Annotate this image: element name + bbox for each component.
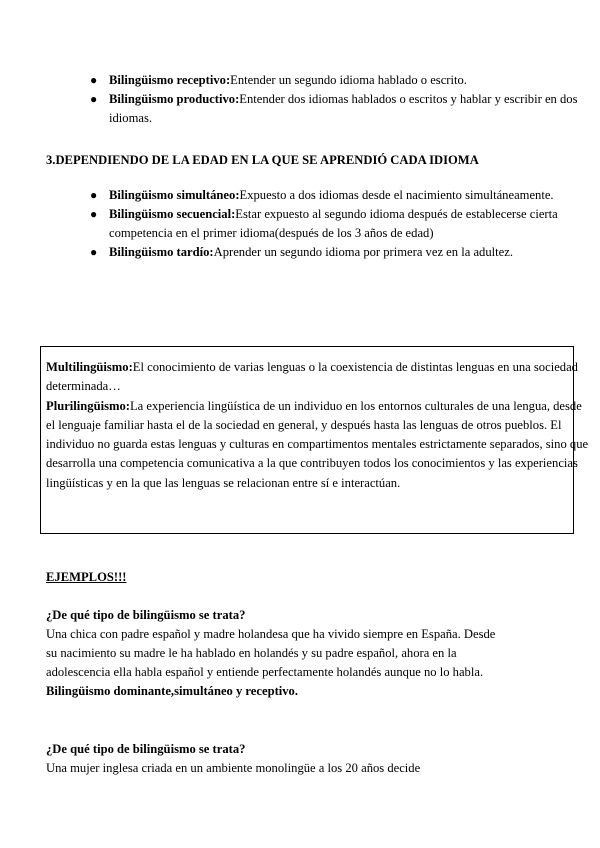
bullet-list-2 [90,186,588,262]
list-item [90,71,588,90]
example-question: ¿De qué tipo de bilingüismo se trata? [46,608,246,622]
section-heading: 3.DEPENDIENDO DE LA EDAD EN LA QUE SE APRENDIÓ CADA IDIOMA [46,153,479,167]
list-item [90,186,588,205]
bullet-icon: ● [90,245,98,259]
bullet-icon: ● [90,92,98,106]
example-text: Una chica con padre español y madre holandesa que ha vivido siempre en España. Desde su nacimiento su madre le ha hablado en holandés y su padre español, ahora en la adolescencia ella habla español y entiende perfectamente holandés aunque no lo habla. [46,627,496,679]
term: Multilingüismo: [46,360,133,374]
definition: Entender un segundo idioma hablado o escrito. [230,73,467,87]
list-item [90,243,588,262]
example-answer: Bilingüismo dominante,simultáneo y receptivo. [46,684,299,698]
definition: Entender dos idiomas hablados o escritos y hablar y escribir en dos idiomas. [109,92,578,125]
term: Plurilingüismo: [46,398,130,413]
definition: La experiencia lingüística de un individuo en los entornos culturales de una lengua, desde el lenguaje familiar hasta el de la sociedad en general, y después hasta las lenguas de otros pueblos. El individuo no guarda estas lenguas y culturas en compartimentos mentales estrictamente separados, sino que desarrolla una competencia comunicativa a la que contribuyen todos los conocimientos y las experiencias lingüísticas y en la que las lenguas se relacionan entre sí e interactúan. [46,398,589,490]
definition: El conocimiento de varias lenguas o la coexistencia de distintas lenguas en una sociedad determinada… [46,360,578,394]
definition: Aprender un segundo idioma por primera vez en la adultez. [213,245,513,259]
definition: Estar expuesto al segundo idioma después de establecerse cierta competencia en el primer idioma(después de los 3 años de edad) [109,207,558,240]
definition: Expuesto a dos idiomas desde el nacimiento simultáneamente. [239,188,554,202]
list-item [90,90,588,128]
term: Bilingüismo receptivo: [109,73,231,87]
definitions-text [46,358,592,493]
bullet-icon: ● [90,207,98,221]
term: Bilingüismo secuencial: [109,207,236,221]
term: Bilingüismo tardío: [109,245,214,259]
term: Bilingüismo productivo: [109,92,240,106]
examples-title: EJEMPLOS!!! [46,570,127,584]
bullet-icon: ● [90,73,98,87]
example-2 [46,740,506,778]
bullet-list-1 [90,71,588,128]
example-question: ¿De qué tipo de bilingüismo se trata? [46,742,246,756]
list-item [90,205,588,243]
bullet-icon: ● [90,188,98,202]
term: Bilingüismo simultáneo: [109,188,240,202]
example-text: Una mujer inglesa criada en un ambiente monolingüe a los 20 años decide [46,761,421,775]
example-1 [46,606,506,701]
